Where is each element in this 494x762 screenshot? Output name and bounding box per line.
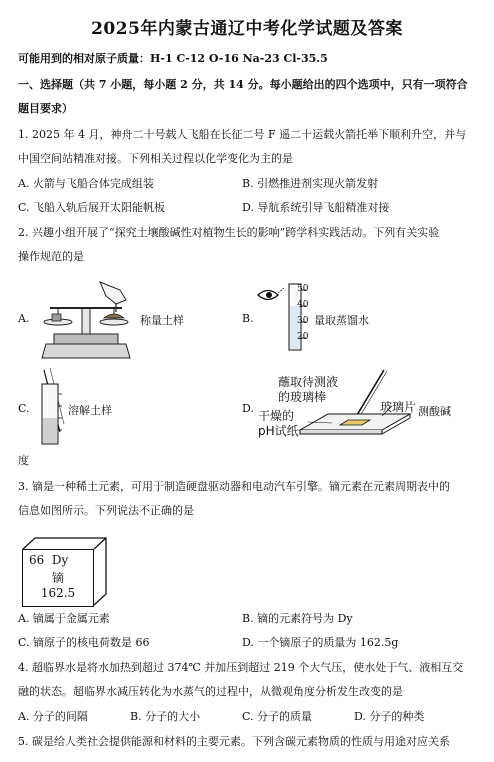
q3-option-d: D. 一个镝原子的质量为 162.5g bbox=[242, 636, 399, 649]
page-title: 2025年内蒙古通辽中考化学试题及答案 bbox=[91, 19, 403, 39]
q3-option-c: C. 镝原子的核电荷数是 66 bbox=[18, 636, 150, 649]
ph-paper-label-line1: 干燥的 bbox=[258, 409, 295, 423]
q2-d-label-tail: 测酸碱 bbox=[418, 405, 451, 418]
q1-option-d: D. 导航系统引导飞船精准对接 bbox=[242, 201, 390, 214]
q1-option-c: C. 飞船入轨后展开太阳能帆板 bbox=[18, 201, 166, 214]
element-cell-top-row bbox=[29, 553, 68, 567]
q2-a-label: 称量土样 bbox=[140, 314, 184, 327]
cylinder-tick-20: 20 bbox=[297, 332, 309, 342]
q4-stem-line1: 4. 超临界水是将水加热到超过 374℃ 并加压到超过 219 个大气压，使水处于气、液相互交 bbox=[18, 661, 464, 674]
q1-option-a: A. 火箭与飞船合体完成组装 bbox=[18, 177, 154, 190]
cylinder-tick-50: 50 bbox=[297, 284, 309, 294]
atomic-masses: 可能用到的相对原子质量：H-1 C-12 O-16 Na-23 Cl-35.5 bbox=[18, 52, 328, 65]
q1-stem-line1: 1. 2025 年 4 月，神舟二十号载人飞船在长征二号 F 遥二十运载火箭托举下顺利升空，并与 bbox=[18, 128, 467, 141]
cylinder-tick-40: 40 bbox=[297, 300, 309, 310]
q4-option-d: D. 分子的种类 bbox=[354, 710, 425, 723]
q2-stem-line2: 操作规范的是 bbox=[18, 250, 84, 263]
q4-option-c: C. 分子的质量 bbox=[242, 710, 313, 723]
balance-illustration bbox=[36, 278, 136, 360]
q3-option-a: A. 镝属于金属元素 bbox=[18, 612, 110, 625]
rod-label-line1: 蘸取待测液 bbox=[278, 375, 339, 389]
rod-label-line2: 的玻璃棒 bbox=[278, 390, 327, 404]
q1-stem-line2: 中国空间站精准对接。下列相关过程以化学变化为主的是 bbox=[18, 152, 293, 165]
q3-stem-line1: 3. 镝是一种稀土元素，可用于制造硬盘驱动器和电动汽车引擎。镝元素在元素周期表中的 bbox=[18, 480, 450, 493]
q4-stem-line2: 融的状态。超临界水减压转化为水蒸气的过程中，从微观角度分析发生改变的是 bbox=[18, 685, 403, 698]
element-name: 镝 bbox=[51, 571, 64, 585]
section1-heading-line2: 题目要求） bbox=[18, 102, 73, 115]
q3-stem-line2: 信息如图所示。下列说法不正确的是 bbox=[18, 504, 194, 517]
element-cell-dy bbox=[22, 549, 94, 607]
section1-heading-line1: 一、选择题（共 7 小题，每小题 2 分，共 14 分。每小题给出的四个选项中，只有一项符合 bbox=[18, 78, 468, 91]
q2-a-letter: A. bbox=[18, 312, 30, 325]
ph-paper-label-line2: pH试纸 bbox=[258, 424, 299, 438]
q1-option-b: B. 引燃推进剂实现火箭发射 bbox=[242, 177, 379, 190]
eye-icon bbox=[256, 284, 284, 306]
q2-c-letter: C. bbox=[18, 402, 30, 415]
q2-b-label: 量取蒸馏水 bbox=[314, 314, 369, 327]
glass-slide-label: 玻璃片 bbox=[380, 400, 417, 414]
q2-d-letter: D. bbox=[242, 402, 254, 415]
q3-option-b: B. 镝的元素符号为 Dy bbox=[242, 612, 353, 625]
atomic-number: 66 bbox=[29, 553, 45, 567]
q5-stem-line1: 5. 碳是给人类社会提供能源和材料的主要元素。下列含碳元素物质的性质与用途对应关系 bbox=[18, 735, 450, 748]
q4-option-b: B. 分子的大小 bbox=[130, 710, 201, 723]
q2-stem-line1: 2. 兴趣小组开展了“探究土壤酸碱性对植物生长的影响”跨学科实践活动。下列有关实验 bbox=[18, 226, 440, 239]
q4-option-a: A. 分子的间隔 bbox=[18, 710, 88, 723]
element-symbol: Dy bbox=[51, 553, 69, 567]
relative-atomic-mass: 162.5 bbox=[40, 586, 76, 600]
cylinder-tick-30: 30 bbox=[297, 316, 309, 326]
ph-test-illustration bbox=[296, 368, 417, 442]
q2-b-letter: B. bbox=[242, 312, 254, 325]
q2-c-label: 溶解土样 bbox=[68, 404, 112, 417]
q2-d-wrap: 度 bbox=[18, 454, 29, 467]
